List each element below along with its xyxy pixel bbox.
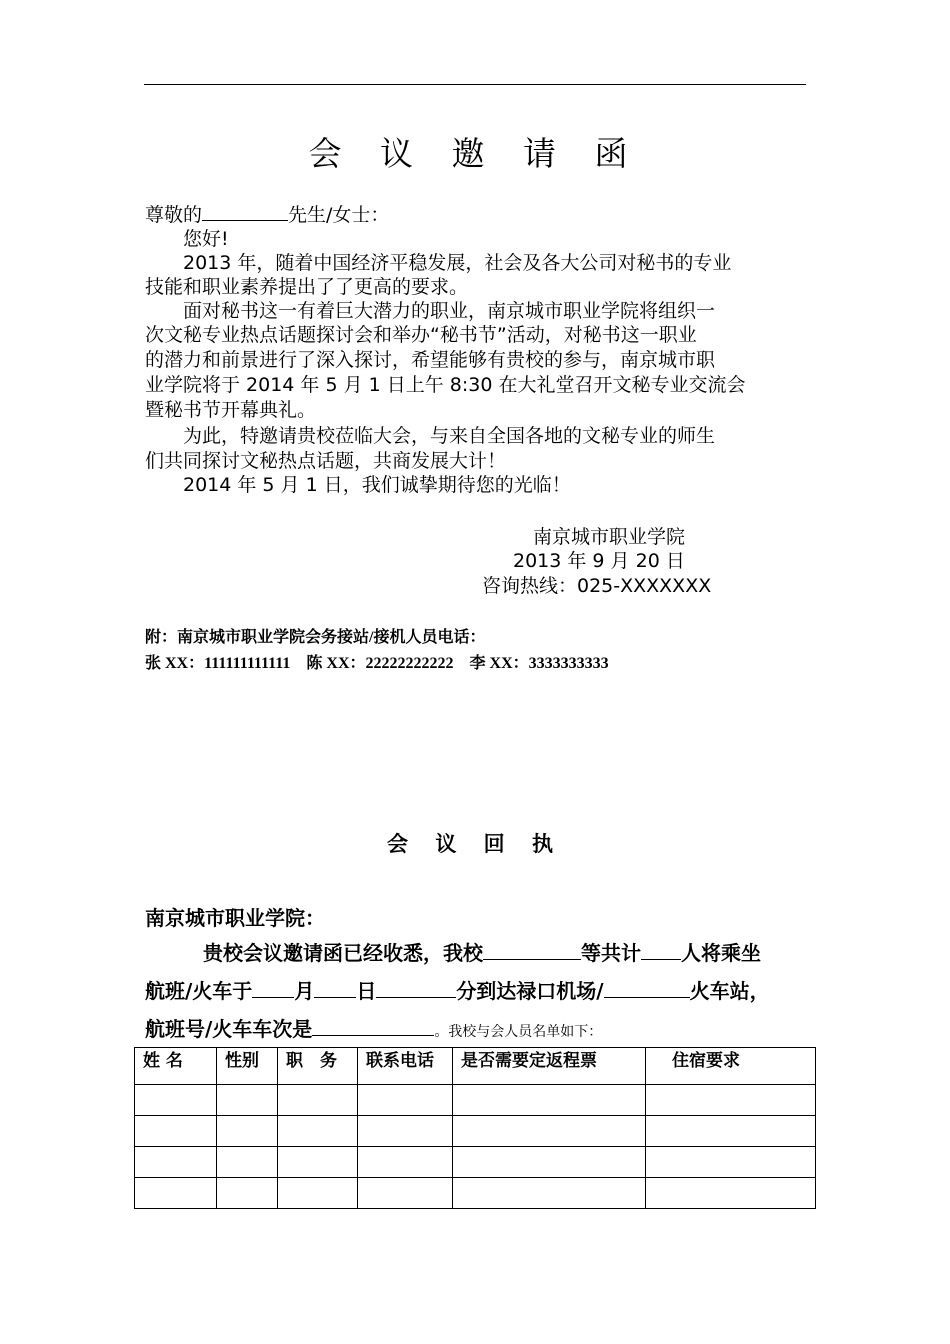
- reply-addressee: 南京城市职业学院：: [145, 906, 325, 930]
- table-cell[interactable]: [135, 1085, 217, 1116]
- paragraph-2-line-4: 业学院将于 2014 年 5 月 1 日上午 8:30 在大礼堂召开文秘专业交流会: [145, 374, 746, 396]
- table-cell[interactable]: [217, 1178, 278, 1209]
- attachment-line: 附：南京城市职业学院会务接站/接机人员电话：: [145, 629, 486, 646]
- table-row: [135, 1147, 816, 1178]
- reply-line-2-text-e: 火车站，: [689, 979, 770, 1003]
- reply-line-2-text-b: 月: [294, 979, 315, 1003]
- header-position: 职 务: [278, 1048, 358, 1085]
- table-cell[interactable]: [217, 1116, 278, 1147]
- paragraph-3-line-2: 们共同探讨文秘热点话题，共商发展大计！: [145, 450, 507, 472]
- reply-title: 会 议 回 执: [387, 832, 563, 856]
- reply-line-2-text-c: 日: [356, 979, 377, 1003]
- station-blank[interactable]: [604, 977, 690, 998]
- table-cell[interactable]: [278, 1116, 358, 1147]
- reply-line-3-text-b: 。我校与会人员名单如下：: [434, 1024, 603, 1040]
- table-cell[interactable]: [453, 1147, 646, 1178]
- header-accommodation: 住宿要求: [646, 1048, 816, 1085]
- table-cell[interactable]: [135, 1147, 217, 1178]
- reply-line-1-text-c: 人将乘坐: [681, 941, 761, 965]
- table-cell[interactable]: [217, 1085, 278, 1116]
- table-cell[interactable]: [646, 1178, 816, 1209]
- flight-number-blank[interactable]: [312, 1015, 434, 1036]
- table-header-row: [135, 1048, 816, 1085]
- table-row: [135, 1178, 816, 1209]
- paragraph-1-line-1: 2013 年，随着中国经济平稳发展，社会及各大公司对秘书的专业: [183, 252, 732, 274]
- signature-organization: 南京城市职业学院: [533, 526, 686, 548]
- table-row: [135, 1116, 816, 1147]
- table-cell[interactable]: [358, 1085, 453, 1116]
- table-cell[interactable]: [358, 1147, 453, 1178]
- paragraph-2-line-2: 次文秘专业热点话题探讨会和举办“秘书节”活动，对秘书这一职业: [145, 324, 697, 346]
- salutation-prefix: 尊敬的: [145, 204, 203, 226]
- salutation-suffix: 先生/女士：: [288, 204, 390, 226]
- table-cell[interactable]: [278, 1178, 358, 1209]
- paragraph-3-line-1: 为此，特邀请贵校莅临大会，与来自全国各地的文秘专业的师生: [183, 425, 716, 447]
- table-cell[interactable]: [278, 1147, 358, 1178]
- table-cell[interactable]: [135, 1116, 217, 1147]
- signature-hotline: 咨询热线：025-XXXXXXX: [482, 575, 712, 597]
- table-row: [135, 1085, 816, 1116]
- signature-date: 2013 年 9 月 20 日: [513, 550, 685, 572]
- table-cell[interactable]: [358, 1116, 453, 1147]
- contact-numbers: 张 XX：111111111111 陈 XX：22222222222 李 XX：3333333333: [145, 655, 609, 672]
- paragraph-4-line-1: 2014 年 5 月 1 日，我们诚挚期待您的光临！: [183, 474, 571, 496]
- table-cell[interactable]: [453, 1178, 646, 1209]
- reply-line-2-text-d: 分到达禄口机场/: [456, 979, 604, 1003]
- table-cell[interactable]: [646, 1147, 816, 1178]
- table-cell[interactable]: [135, 1178, 217, 1209]
- arrival-time-blank[interactable]: [376, 977, 456, 998]
- table-cell[interactable]: [453, 1085, 646, 1116]
- header-return-ticket: 是否需要定返程票: [453, 1048, 646, 1085]
- paragraph-2-line-5: 暨秘书节开幕典礼。: [145, 399, 317, 421]
- reply-line-2: [145, 975, 770, 1004]
- table-cell[interactable]: [217, 1147, 278, 1178]
- greeting: 您好!: [183, 228, 229, 250]
- paragraph-2-line-3: 的潜力和前景进行了深入探讨，希望能够有贵校的参与，南京城市职: [145, 349, 716, 371]
- header-phone: 联系电话: [358, 1048, 453, 1085]
- table-cell[interactable]: [358, 1178, 453, 1209]
- table-cell[interactable]: [646, 1116, 816, 1147]
- header-rule: [144, 84, 806, 85]
- header-name: 姓 名: [135, 1048, 217, 1085]
- paragraph-2-line-1: 面对秘书这一有着巨大潜力的职业，南京城市职业学院将组织一: [183, 300, 716, 322]
- reply-line-3-text-a: 航班号/火车车次是: [145, 1017, 313, 1041]
- salutation: [145, 200, 389, 228]
- arrival-month-blank[interactable]: [252, 977, 294, 998]
- attendee-names-blank[interactable]: [483, 939, 581, 960]
- table-cell[interactable]: [646, 1085, 816, 1116]
- attendee-table: [134, 1047, 816, 1209]
- invitation-title: 会 议 邀 请 函: [308, 134, 642, 173]
- reply-line-1: [203, 937, 761, 966]
- paragraph-1-line-2: 技能和职业素养提出了了更高的要求。: [145, 276, 469, 298]
- arrival-day-blank[interactable]: [314, 977, 356, 998]
- header-gender: 性别: [217, 1048, 278, 1085]
- table-cell[interactable]: [453, 1116, 646, 1147]
- table-cell[interactable]: [278, 1085, 358, 1116]
- reply-line-3: [145, 1013, 602, 1042]
- attendee-count-blank[interactable]: [641, 939, 681, 960]
- reply-line-1-text-b: 等共计: [581, 941, 641, 965]
- reply-line-1-text-a: 贵校会议邀请函已经收悉，我校: [203, 941, 483, 965]
- recipient-name-blank: [202, 200, 288, 221]
- reply-line-2-text-a: 航班/火车于: [145, 979, 253, 1003]
